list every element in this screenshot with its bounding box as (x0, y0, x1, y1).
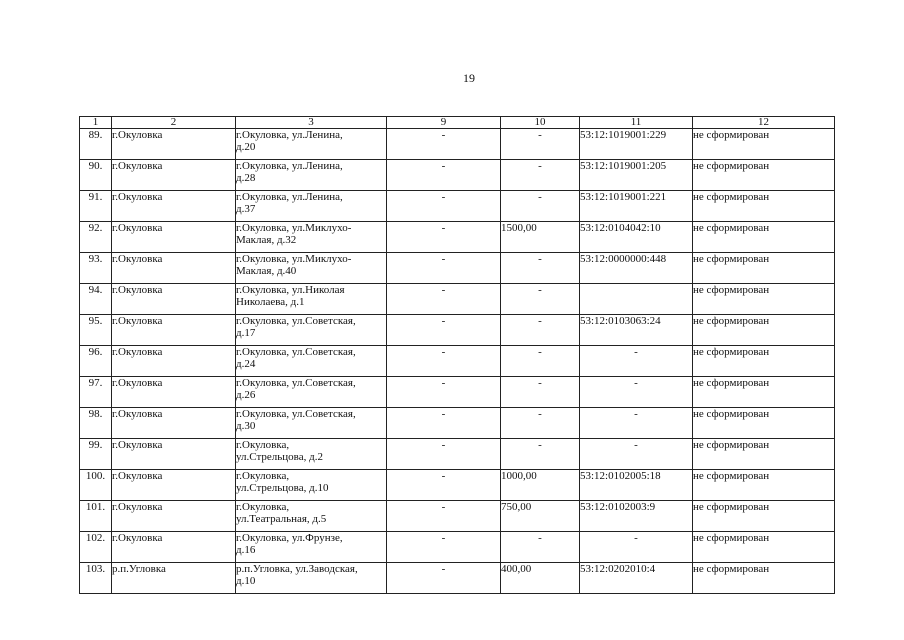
table-row (80, 408, 835, 439)
column-9-cell: - (387, 129, 501, 160)
address-cell (236, 253, 387, 284)
settlement-cell: г.Окуловка (112, 470, 236, 501)
column-9-cell: - (387, 408, 501, 439)
status-cell: не сформирован (693, 346, 835, 377)
status-cell: не сформирован (693, 253, 835, 284)
address-cell (236, 160, 387, 191)
address-line-2: д.26 (236, 389, 256, 401)
address-line-2: ул.Стрельцова, д.10 (236, 482, 329, 494)
address-line-1: г.Окуловка, ул.Советская, (236, 377, 356, 389)
area-cell: - (501, 129, 580, 160)
cadastral-number-cell: 53:12:1019001:205 (580, 160, 693, 191)
cadastral-number-cell: 53:12:0202010:4 (580, 563, 693, 594)
cadastral-number-cell: 53:12:0102003:9 (580, 501, 693, 532)
area-cell: - (501, 160, 580, 191)
settlement-cell: г.Окуловка (112, 284, 236, 315)
cadastral-number-cell: 53:12:1019001:229 (580, 129, 693, 160)
address-line-1: г.Окуловка, ул.Советская, (236, 408, 356, 420)
address-line-2: Маклая, д.32 (236, 234, 297, 246)
registry-table (79, 116, 835, 594)
table-row (80, 222, 835, 253)
status-cell: не сформирован (693, 408, 835, 439)
area-cell: - (501, 253, 580, 284)
address-cell (236, 563, 387, 594)
area-cell: 1000,00 (501, 470, 580, 501)
address-line-2: Маклая, д.40 (236, 265, 297, 277)
row-number: 90. (80, 160, 112, 191)
status-cell: не сформирован (693, 315, 835, 346)
address-line-2: д.16 (236, 544, 256, 556)
status-cell: не сформирован (693, 284, 835, 315)
address-line-1: г.Окуловка, ул.Миклухо- (236, 222, 352, 234)
column-9-cell: - (387, 253, 501, 284)
column-header: 10 (501, 117, 580, 129)
address-line-1: г.Окуловка, (236, 470, 290, 482)
row-number: 89. (80, 129, 112, 160)
column-9-cell: - (387, 439, 501, 470)
area-cell: - (501, 377, 580, 408)
address-cell (236, 470, 387, 501)
area-cell: - (501, 346, 580, 377)
settlement-cell: г.Окуловка (112, 160, 236, 191)
column-header: 1 (80, 117, 112, 129)
address-line-2: ул.Театральная, д.5 (236, 513, 327, 525)
status-cell: не сформирован (693, 160, 835, 191)
area-cell: - (501, 439, 580, 470)
area-cell: - (501, 408, 580, 439)
address-line-2: Николаева, д.1 (236, 296, 305, 308)
cadastral-number-cell: 53:12:1019001:221 (580, 191, 693, 222)
column-9-cell: - (387, 470, 501, 501)
row-number: 93. (80, 253, 112, 284)
row-number: 94. (80, 284, 112, 315)
address-line-1: г.Окуловка, (236, 501, 290, 513)
cadastral-number-cell: 53:12:0000000:448 (580, 253, 693, 284)
table-row (80, 501, 835, 532)
status-cell: не сформирован (693, 501, 835, 532)
table-row (80, 377, 835, 408)
table-row (80, 532, 835, 563)
area-cell: - (501, 532, 580, 563)
area-cell: - (501, 191, 580, 222)
column-9-cell: - (387, 284, 501, 315)
settlement-cell: г.Окуловка (112, 315, 236, 346)
address-line-1: г.Окуловка, ул.Николая (236, 284, 345, 296)
column-9-cell: - (387, 315, 501, 346)
address-cell (236, 532, 387, 563)
cadastral-number-cell: - (580, 346, 693, 377)
address-line-2: д.10 (236, 575, 256, 587)
table-header (80, 117, 835, 129)
table-row (80, 129, 835, 160)
column-9-cell: - (387, 222, 501, 253)
table-row (80, 439, 835, 470)
address-line-1: р.п.Угловка, ул.Заводская, (236, 563, 358, 575)
address-line-2: д.37 (236, 203, 256, 215)
row-number: 101. (80, 501, 112, 532)
table-row (80, 563, 835, 594)
table-row (80, 470, 835, 501)
row-number: 95. (80, 315, 112, 346)
address-cell (236, 377, 387, 408)
address-cell (236, 315, 387, 346)
cadastral-number-cell: - (580, 439, 693, 470)
status-cell: не сформирован (693, 532, 835, 563)
column-header: 3 (236, 117, 387, 129)
address-line-2: д.24 (236, 358, 256, 370)
address-line-2: д.28 (236, 172, 256, 184)
settlement-cell: г.Окуловка (112, 129, 236, 160)
settlement-cell: г.Окуловка (112, 222, 236, 253)
settlement-cell: г.Окуловка (112, 408, 236, 439)
row-number: 102. (80, 532, 112, 563)
row-number: 92. (80, 222, 112, 253)
column-header: 2 (112, 117, 236, 129)
page-number: 19 (463, 71, 475, 85)
settlement-cell: г.Окуловка (112, 501, 236, 532)
table-row (80, 253, 835, 284)
column-header: 12 (693, 117, 835, 129)
table-body (80, 129, 835, 594)
area-cell: - (501, 284, 580, 315)
table-row (80, 284, 835, 315)
row-number: 96. (80, 346, 112, 377)
address-cell (236, 346, 387, 377)
row-number: 91. (80, 191, 112, 222)
area-cell: 400,00 (501, 563, 580, 594)
column-9-cell: - (387, 346, 501, 377)
table-row (80, 346, 835, 377)
cadastral-number-cell: - (580, 532, 693, 563)
column-9-cell: - (387, 501, 501, 532)
status-cell: не сформирован (693, 470, 835, 501)
address-line-1: г.Окуловка, (236, 439, 290, 451)
cadastral-number-cell: - (580, 408, 693, 439)
address-line-1: г.Окуловка, ул.Ленина, (236, 160, 343, 172)
row-number: 103. (80, 563, 112, 594)
address-line-1: г.Окуловка, ул.Советская, (236, 315, 356, 327)
status-cell: не сформирован (693, 222, 835, 253)
column-9-cell: - (387, 191, 501, 222)
address-line-1: г.Окуловка, ул.Советская, (236, 346, 356, 358)
row-number: 97. (80, 377, 112, 408)
header-row (80, 117, 835, 129)
settlement-cell: г.Окуловка (112, 346, 236, 377)
address-line-2: д.20 (236, 141, 256, 153)
column-header: 9 (387, 117, 501, 129)
status-cell: не сформирован (693, 191, 835, 222)
address-line-2: д.30 (236, 420, 256, 432)
address-cell (236, 129, 387, 160)
status-cell: не сформирован (693, 129, 835, 160)
address-line-1: г.Окуловка, ул.Фрунзе, (236, 532, 343, 544)
column-9-cell: - (387, 563, 501, 594)
cadastral-number-cell: 53:12:0103063:24 (580, 315, 693, 346)
settlement-cell: г.Окуловка (112, 377, 236, 408)
address-line-1: г.Окуловка, ул.Ленина, (236, 129, 343, 141)
address-line-2: д.17 (236, 327, 256, 339)
status-cell: не сформирован (693, 377, 835, 408)
column-9-cell: - (387, 532, 501, 563)
address-line-2: ул.Стрельцова, д.2 (236, 451, 323, 463)
area-cell: - (501, 315, 580, 346)
column-9-cell: - (387, 377, 501, 408)
status-cell: не сформирован (693, 439, 835, 470)
address-line-1: г.Окуловка, ул.Миклухо- (236, 253, 352, 265)
row-number: 100. (80, 470, 112, 501)
address-line-1: г.Окуловка, ул.Ленина, (236, 191, 343, 203)
address-cell (236, 191, 387, 222)
table-row (80, 191, 835, 222)
cadastral-number-cell: 53:12:0102005:18 (580, 470, 693, 501)
column-header: 11 (580, 117, 693, 129)
address-cell (236, 284, 387, 315)
table-row (80, 160, 835, 191)
status-cell: не сформирован (693, 563, 835, 594)
settlement-cell: р.п.Угловка (112, 563, 236, 594)
row-number: 98. (80, 408, 112, 439)
area-cell: 750,00 (501, 501, 580, 532)
row-number: 99. (80, 439, 112, 470)
settlement-cell: г.Окуловка (112, 191, 236, 222)
cadastral-number-cell (580, 284, 693, 315)
address-cell (236, 439, 387, 470)
address-cell (236, 501, 387, 532)
settlement-cell: г.Окуловка (112, 253, 236, 284)
address-cell (236, 222, 387, 253)
area-cell: 1500,00 (501, 222, 580, 253)
table-row (80, 315, 835, 346)
settlement-cell: г.Окуловка (112, 532, 236, 563)
address-cell (236, 408, 387, 439)
cadastral-number-cell: 53:12:0104042:10 (580, 222, 693, 253)
settlement-cell: г.Окуловка (112, 439, 236, 470)
cadastral-number-cell: - (580, 377, 693, 408)
column-9-cell: - (387, 160, 501, 191)
